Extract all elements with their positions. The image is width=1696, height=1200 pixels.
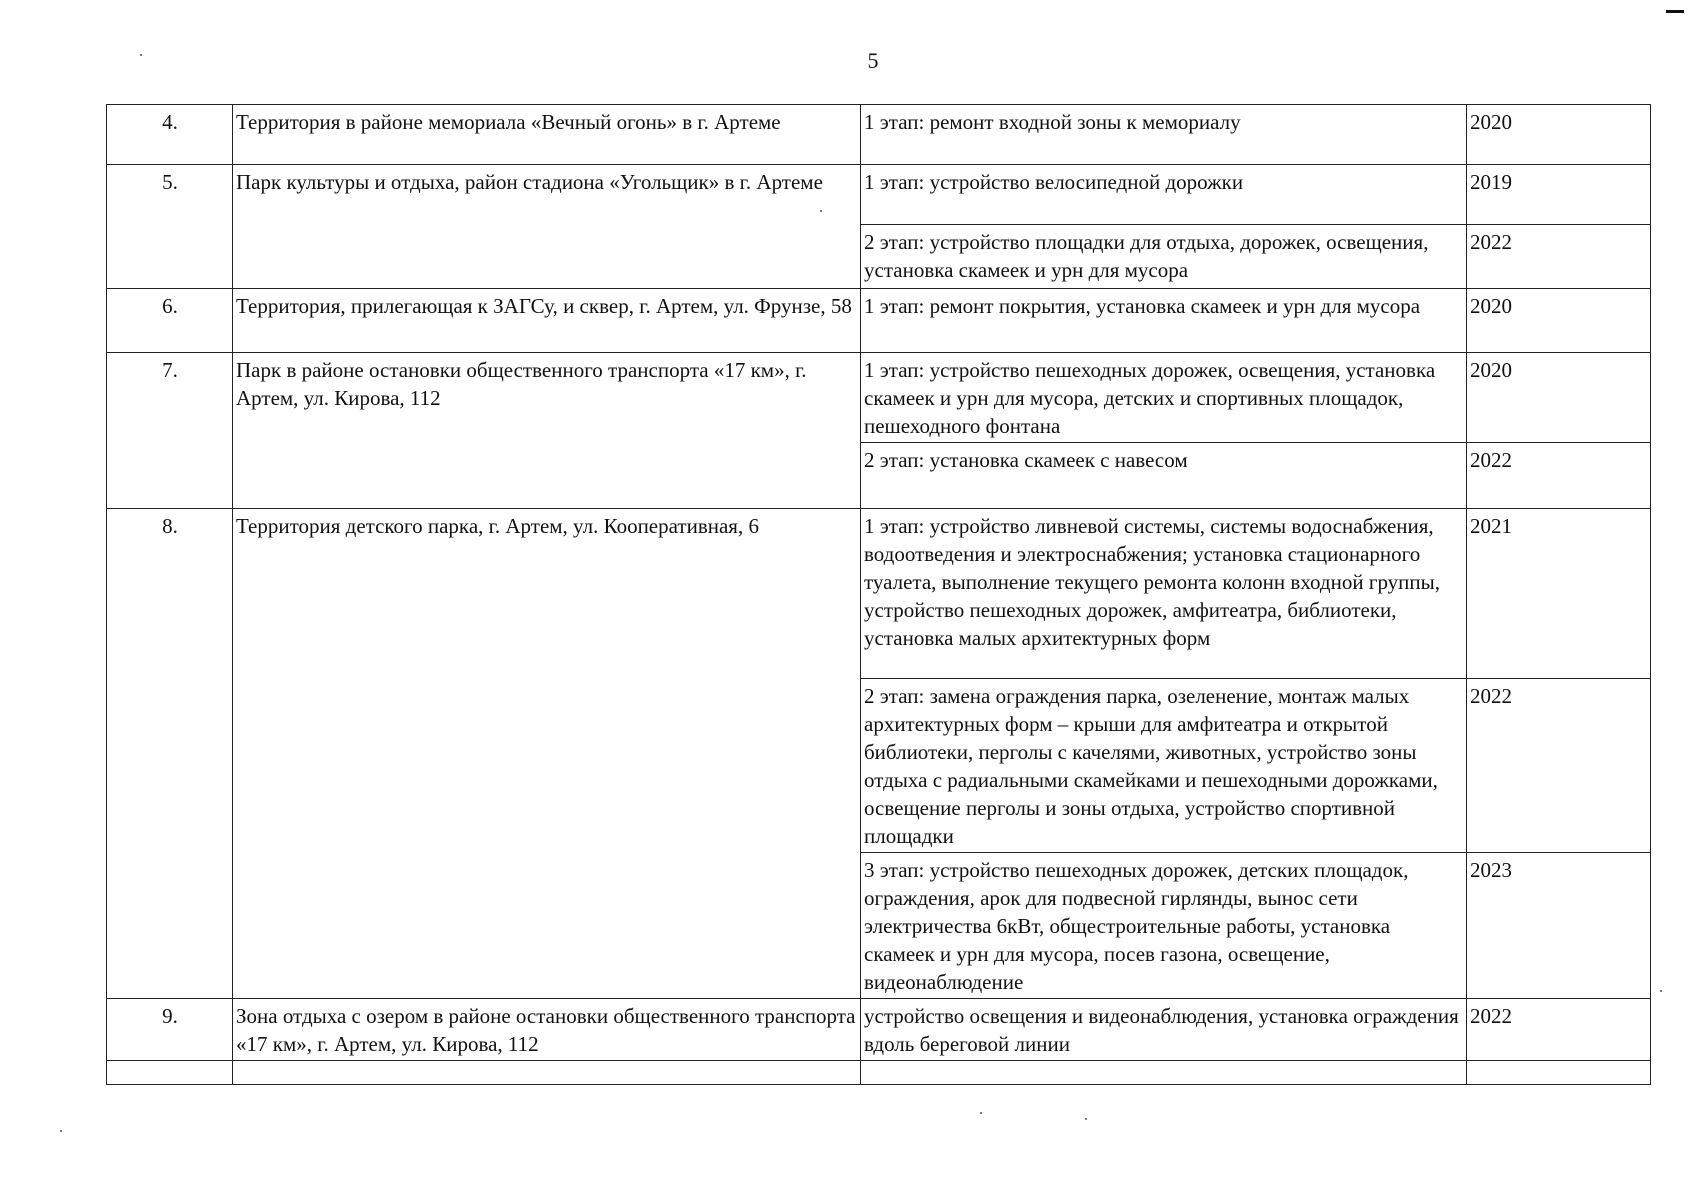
table-row [107, 353, 1651, 443]
stage-year: 2022 [1467, 999, 1651, 1061]
row-number: 5. [107, 165, 233, 289]
scan-speck [60, 1130, 62, 1132]
stage-year: 2022 [1467, 679, 1651, 853]
stage-year: 2023 [1467, 853, 1651, 999]
stage-year: 2020 [1467, 353, 1651, 443]
territory-name: Территория, прилегающая к ЗАГСу, и сквер, г. Артем, ул. Фрунзе, 58 [233, 289, 861, 353]
stage-description: 1 этап: устройство велосипедной дорожки [861, 165, 1467, 225]
stage-description: 1 этап: ремонт входной зоны к мемориалу [861, 105, 1467, 165]
row-number: 8. [107, 509, 233, 999]
stage-description: 2 этап: устройство площадки для отдыха, дорожек, освещения, установка скамеек и урн для мусора [861, 225, 1467, 289]
table-row-empty [107, 1061, 1651, 1085]
stage-year: 2020 [1467, 289, 1651, 353]
page-number: 5 [867, 48, 879, 73]
stage-description: 2 этап: замена ограждения парка, озеленение, монтаж малых архитектурных форм – крыши для амфитеатра и открытой библиотеки, перголы с качелями, животных, устройство зоны отдыха с радиальными скамейками и пешеходными дорожками, освещение перголы и зоны отдыха, устройство спортивной площадки [861, 679, 1467, 853]
row-number: 6. [107, 289, 233, 353]
stage-description: устройство освещения и видеонаблюдения, установка ограждения вдоль береговой линии [861, 999, 1467, 1061]
scan-speck [820, 210, 822, 212]
stage-year: 2020 [1467, 105, 1651, 165]
stage-year: 2019 [1467, 165, 1651, 225]
territory-name: Парк в районе остановки общественного транспорта «17 км», г. Артем, ул. Кирова, 112 [233, 353, 861, 509]
stage-year: 2021 [1467, 509, 1651, 679]
table-row [107, 289, 1651, 353]
stage-description: 1 этап: устройство пешеходных дорожек, освещения, установка скамеек и урн для мусора, детских и спортивных площадок, пешеходного фонтана [861, 353, 1467, 443]
row-number: 9. [107, 999, 233, 1061]
territory-name: Территория детского парка, г. Артем, ул. Кооперативная, 6 [233, 509, 861, 999]
stage-year: 2022 [1467, 225, 1651, 289]
row-number: 4. [107, 105, 233, 165]
table-row [107, 105, 1651, 165]
scan-mark [1666, 10, 1684, 13]
table-row [107, 999, 1651, 1061]
stage-year: 2022 [1467, 443, 1651, 509]
stage-description: 3 этап: устройство пешеходных дорожек, детских площадок, ограждения, арок для подвесной гирлянды, вынос сети электричества 6кВт, общестроительные работы, установка скамеек и урн для мусора, посев газона, освещение, видеонаблюдение [861, 853, 1467, 999]
territory-name: Зона отдыха с озером в районе остановки общественного транспорта «17 км», г. Артем, ул. Кирова, 112 [233, 999, 861, 1061]
scan-speck [980, 1112, 982, 1114]
stage-description: 2 этап: установка скамеек с навесом [861, 443, 1467, 509]
projects-table [106, 104, 1651, 1085]
scan-speck [140, 54, 142, 56]
stage-description: 1 этап: устройство ливневой системы, системы водоснабжения, водоотведения и электроснабжения; установка стационарного туалета, выполнение текущего ремонта колонн входной группы, устройство пешеходных дорожек, амфитеатра, библиотеки, установка малых архитектурных форм [861, 509, 1467, 679]
table-row [107, 165, 1651, 225]
scan-speck [1085, 1118, 1087, 1120]
stage-description: 1 этап: ремонт покрытия, установка скамеек и урн для мусора [861, 289, 1467, 353]
territory-name: Парк культуры и отдыха, район стадиона «Угольщик» в г. Артеме [233, 165, 861, 289]
scan-speck [1660, 990, 1662, 992]
row-number: 7. [107, 353, 233, 509]
territory-name: Территория в районе мемориала «Вечный огонь» в г. Артеме [233, 105, 861, 165]
table-row [107, 509, 1651, 679]
